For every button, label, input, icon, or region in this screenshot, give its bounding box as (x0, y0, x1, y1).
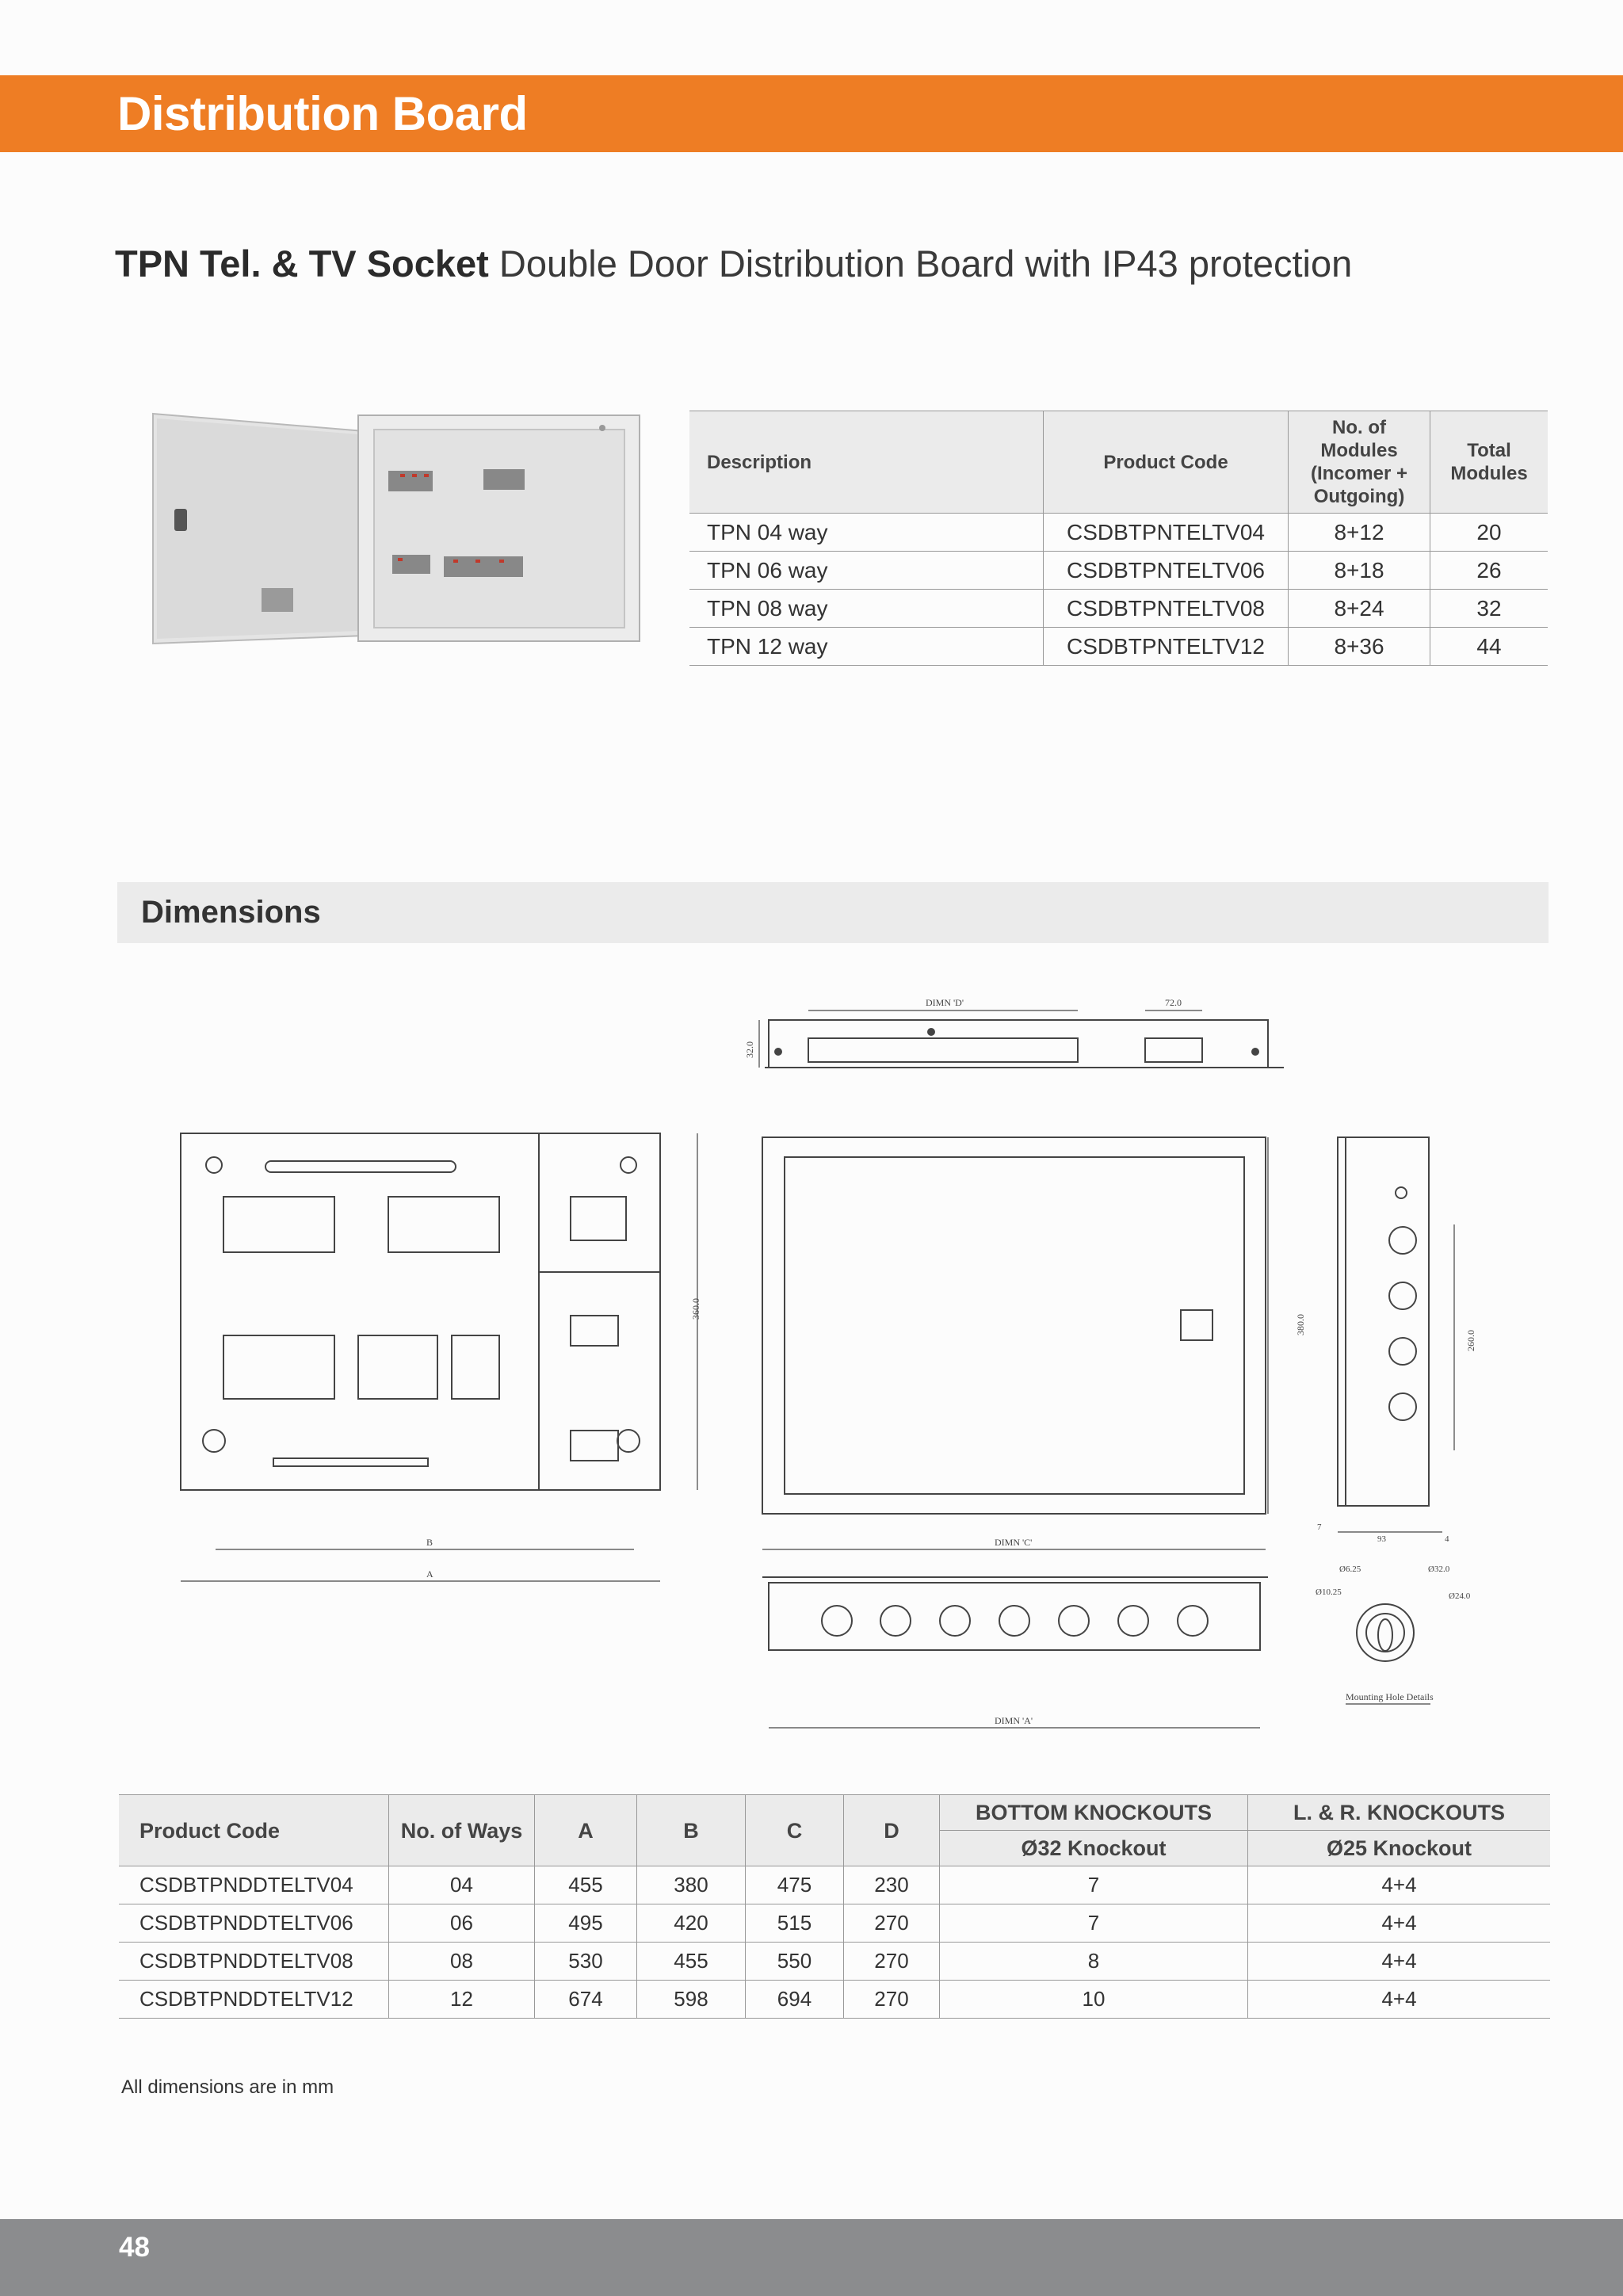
col-total-modules: Total Modules (1430, 411, 1549, 514)
cell-b: 455 (637, 1943, 746, 1981)
col-ways: No. of Ways (389, 1795, 535, 1866)
cell-bottom-knockout: 8 (940, 1943, 1248, 1981)
col-product-code: Product Code (119, 1795, 389, 1866)
cell-d: 230 (844, 1866, 940, 1904)
cell-product-code: CSDBTPNTELTV12 (1044, 628, 1289, 666)
label-dimn-d: DIMN 'D' (926, 997, 964, 1008)
cell-d: 270 (844, 1981, 940, 2019)
col-a: A (535, 1795, 637, 1866)
cell-d: 270 (844, 1904, 940, 1943)
mounting-hole-detail (1346, 1604, 1430, 1704)
top-view (759, 1010, 1284, 1068)
cell-b: 420 (637, 1904, 746, 1943)
label-d320: Ø32.0 (1428, 1564, 1450, 1574)
cell-bottom-knockout: 7 (940, 1904, 1248, 1943)
cell-c: 694 (746, 1981, 844, 2019)
cell-a: 495 (535, 1904, 637, 1943)
product-title (115, 242, 1352, 285)
label-d240: Ø24.0 (1449, 1591, 1471, 1601)
cell-b: 380 (637, 1866, 746, 1904)
cell-description: TPN 04 way (689, 514, 1044, 552)
technical-drawing (174, 987, 1482, 1740)
page-number: 48 (119, 2232, 150, 2263)
label-d625: Ø6.25 (1339, 1564, 1361, 1574)
label-32: 32.0 (744, 1041, 755, 1058)
cell-total: 32 (1430, 590, 1549, 628)
dimensions-table (119, 1794, 1550, 2019)
dimensions-heading-band (117, 882, 1549, 943)
cell-product-code: CSDBTPNDDTELTV06 (119, 1904, 389, 1943)
front-closed-view (762, 1137, 1268, 1549)
cell-b: 598 (637, 1981, 746, 2019)
cell-bottom-knockout: 10 (940, 1981, 1248, 2019)
header-band (0, 75, 1623, 152)
cell-d: 270 (844, 1943, 940, 1981)
table-row (119, 1981, 1550, 2019)
cell-ways: 08 (389, 1943, 535, 1981)
label-93: 93 (1377, 1534, 1386, 1544)
cell-a: 674 (535, 1981, 637, 2019)
cell-lr-knockout: 4+4 (1248, 1943, 1551, 1981)
bottom-view (762, 1577, 1268, 1728)
col-d: D (844, 1795, 940, 1866)
label-260: 260.0 (1465, 1330, 1476, 1351)
table-row (119, 1866, 1550, 1904)
cell-lr-knockout: 4+4 (1248, 1981, 1551, 2019)
label-d1025: Ø10.25 (1316, 1587, 1342, 1597)
cell-bottom-knockout: 7 (940, 1866, 1248, 1904)
cell-product-code: CSDBTPNTELTV08 (1044, 590, 1289, 628)
cell-description: TPN 12 way (689, 628, 1044, 666)
col-no-of-modules: No. of Modules (Incomer + Outgoing) (1289, 411, 1430, 514)
label-7: 7 (1317, 1522, 1322, 1532)
front-open-view (181, 1133, 697, 1581)
cell-total: 26 (1430, 552, 1549, 590)
product-title-bold: TPN Tel. & TV Socket (115, 243, 489, 285)
side-view (1338, 1137, 1454, 1532)
table-row (689, 628, 1548, 666)
cell-modules: 8+36 (1289, 628, 1430, 666)
cell-ways: 04 (389, 1866, 535, 1904)
cell-product-code: CSDBTPNTELTV04 (1044, 514, 1289, 552)
cell-ways: 06 (389, 1904, 535, 1943)
cell-modules: 8+18 (1289, 552, 1430, 590)
cell-total: 20 (1430, 514, 1549, 552)
table-row (689, 590, 1548, 628)
dimensions-heading: Dimensions (141, 895, 321, 930)
modules-table-header (689, 411, 1548, 514)
cell-a: 530 (535, 1943, 637, 1981)
cell-modules: 8+24 (1289, 590, 1430, 628)
cell-product-code: CSDBTPNDDTELTV12 (119, 1981, 389, 2019)
label-a: A (426, 1568, 433, 1580)
label-360: 360.0 (690, 1298, 701, 1320)
label-dimn-c: DIMN 'C' (995, 1537, 1033, 1548)
label-mounting: Mounting Hole Details (1346, 1691, 1434, 1702)
cell-description: TPN 08 way (689, 590, 1044, 628)
label-380: 380.0 (1295, 1314, 1306, 1335)
table-row (689, 552, 1548, 590)
cell-lr-knockout: 4+4 (1248, 1866, 1551, 1904)
dimensions-note: All dimensions are in mm (121, 2076, 334, 2098)
dims-table-header-1 (119, 1795, 1550, 1831)
col-lr-sub: Ø25 Knockout (1248, 1831, 1551, 1866)
cell-product-code: CSDBTPNDDTELTV08 (119, 1943, 389, 1981)
cell-modules: 8+12 (1289, 514, 1430, 552)
footer-band (0, 2219, 1623, 2296)
label-b: B (426, 1537, 433, 1548)
col-product-code: Product Code (1044, 411, 1289, 514)
cell-ways: 12 (389, 1981, 535, 2019)
cell-total: 44 (1430, 628, 1549, 666)
col-b: B (637, 1795, 746, 1866)
cell-lr-knockout: 4+4 (1248, 1904, 1551, 1943)
cell-c: 475 (746, 1866, 844, 1904)
label-4: 4 (1445, 1534, 1449, 1544)
modules-table (689, 411, 1548, 666)
table-row (119, 1943, 1550, 1981)
col-c: C (746, 1795, 844, 1866)
label-72: 72.0 (1165, 997, 1182, 1008)
col-bottom-knockouts: BOTTOM KNOCKOUTS (940, 1795, 1248, 1831)
table-row (689, 514, 1548, 552)
col-bottom-sub: Ø32 Knockout (940, 1831, 1248, 1866)
cell-c: 515 (746, 1904, 844, 1943)
table-row (119, 1904, 1550, 1943)
cell-product-code: CSDBTPNDDTELTV04 (119, 1866, 389, 1904)
product-title-rest: Double Door Distribution Board with IP43 protection (488, 243, 1353, 285)
label-dimn-a: DIMN 'A' (995, 1715, 1033, 1726)
col-description: Description (689, 411, 1044, 514)
cell-c: 550 (746, 1943, 844, 1981)
cell-description: TPN 06 way (689, 552, 1044, 590)
product-photo (151, 406, 642, 648)
cell-a: 455 (535, 1866, 637, 1904)
col-lr-knockouts: L. & R. KNOCKOUTS (1248, 1795, 1551, 1831)
cell-product-code: CSDBTPNTELTV06 (1044, 552, 1289, 590)
page-title: Distribution Board (117, 87, 528, 140)
